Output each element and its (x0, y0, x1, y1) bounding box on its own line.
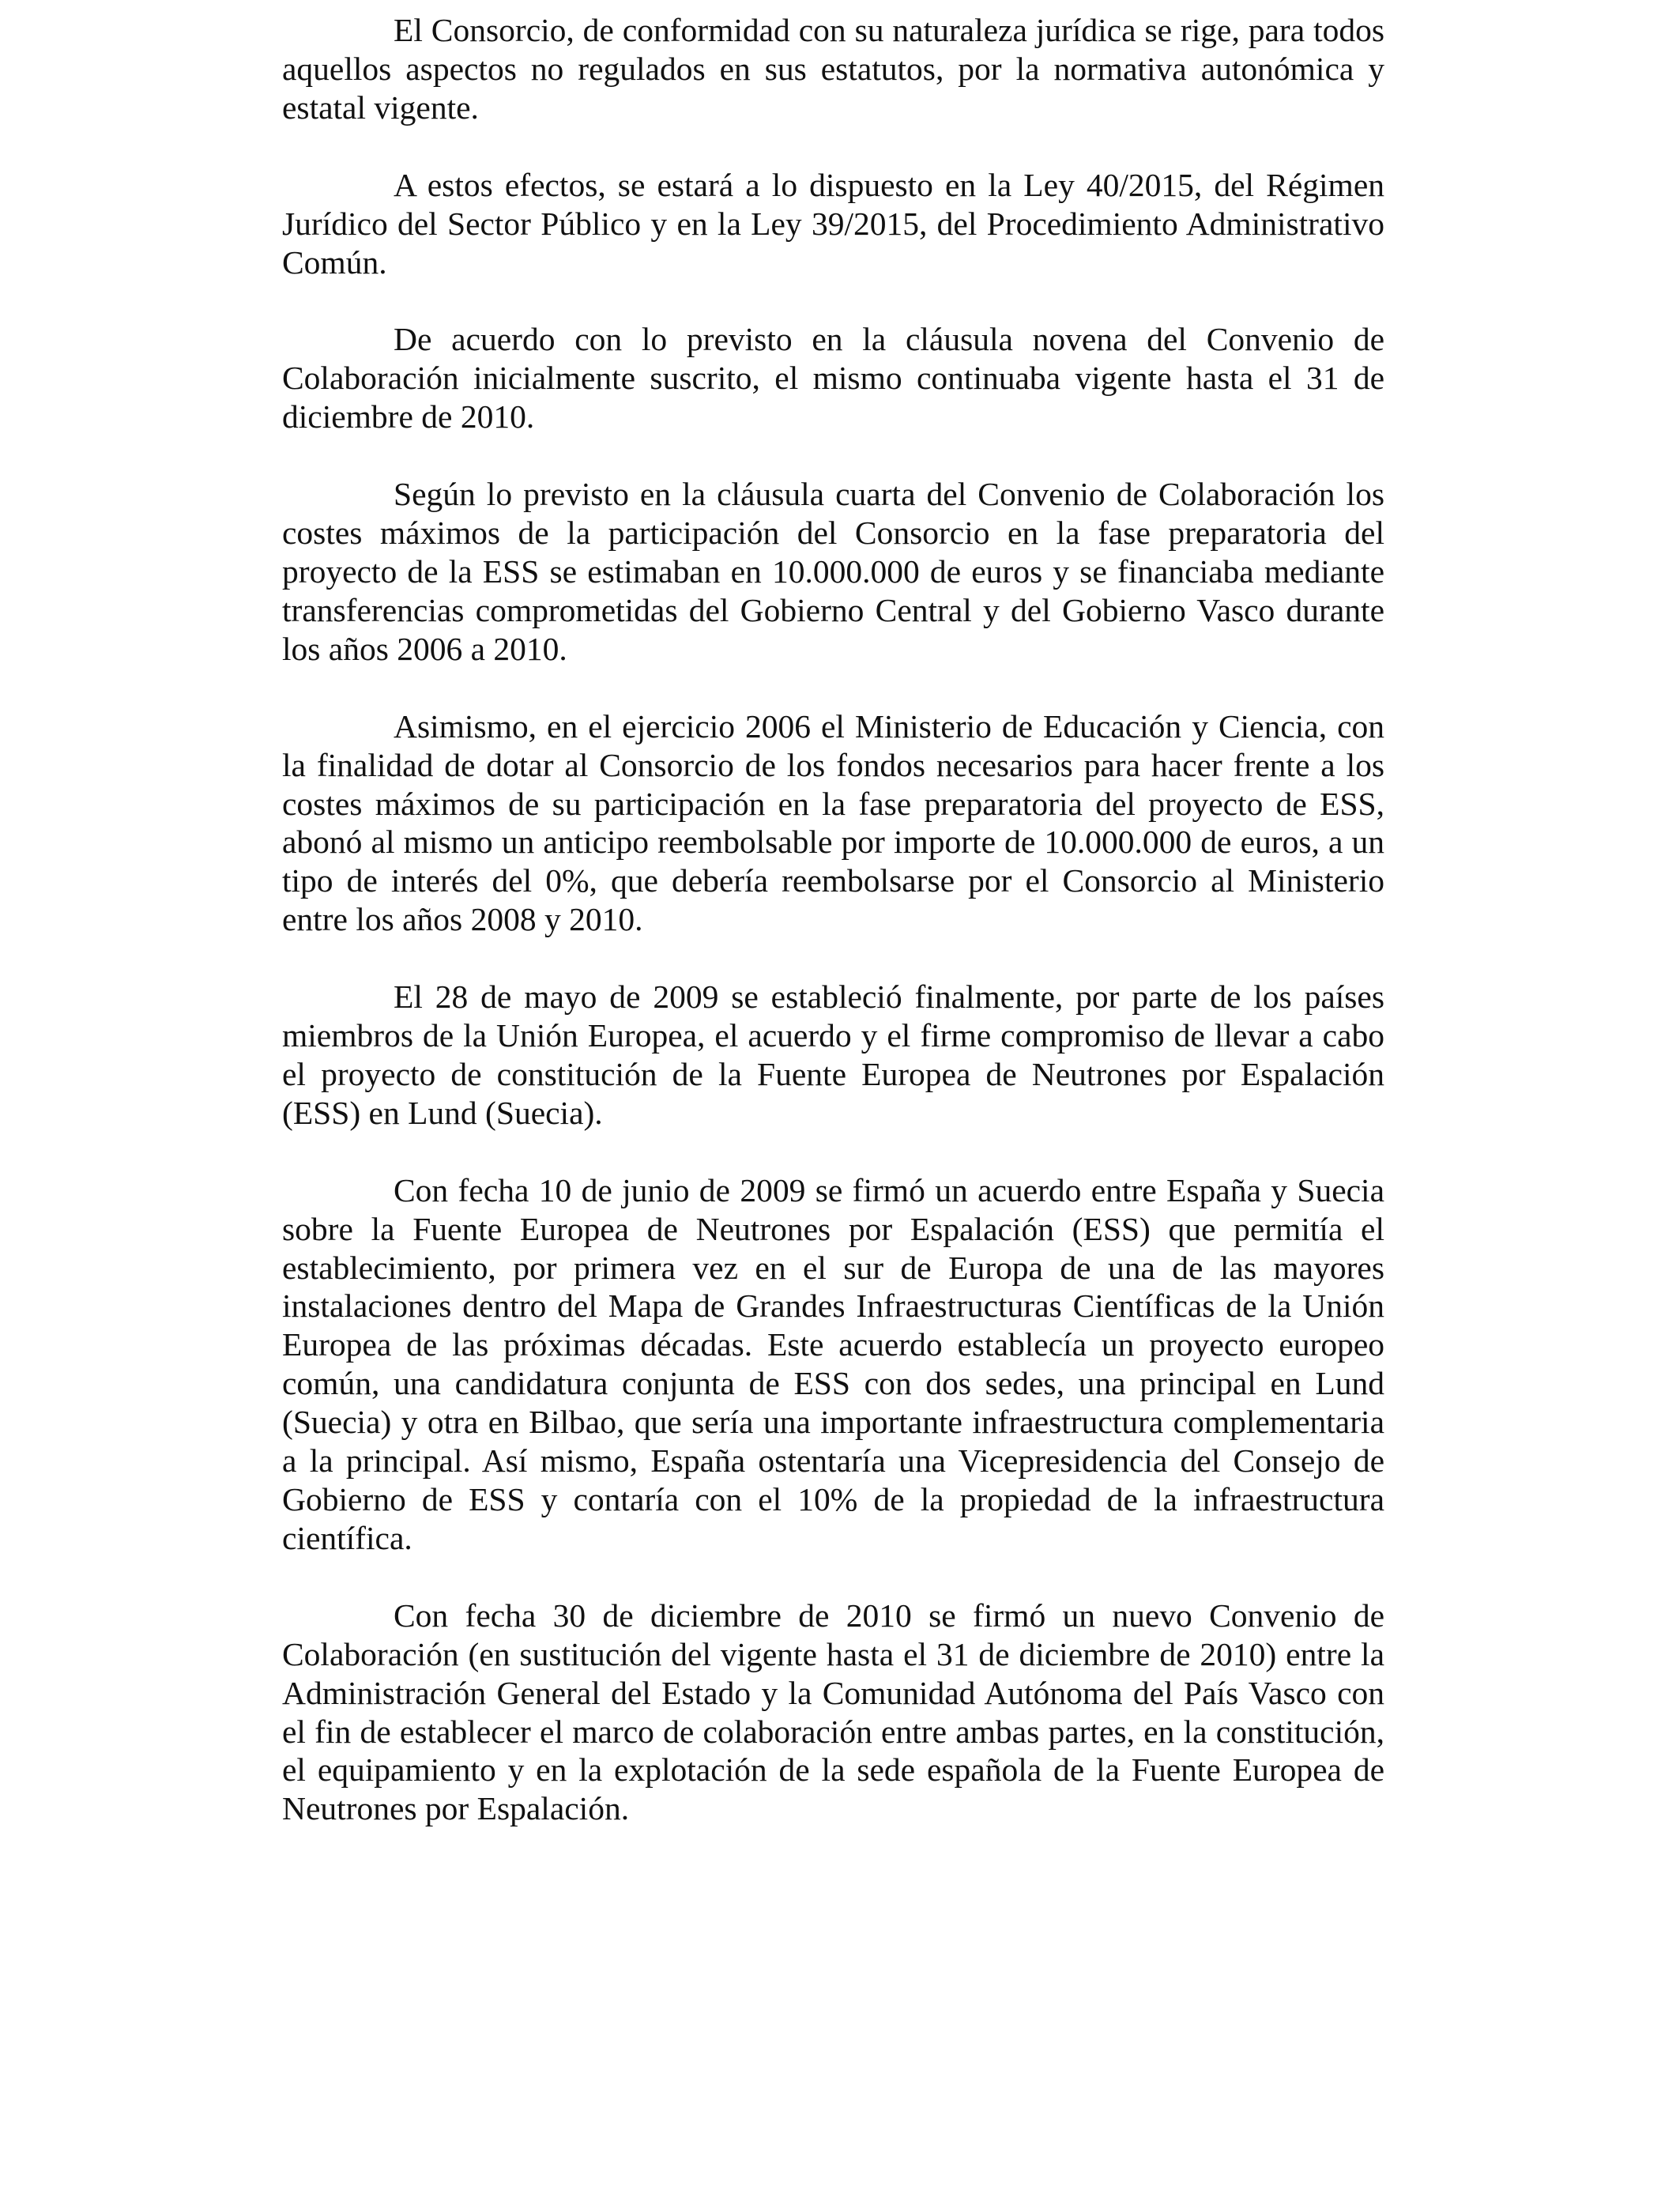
paragraph-7: Con fecha 10 de junio de 2009 se firmó un acuerdo entre España y Suecia sobre la Fuente Europea de Neutrones por Espalación (ESS) que permitía el establecimiento, por primera vez en el sur de Europa de una de las mayores instalaciones dentro del Mapa de Grandes Infraestructuras Científicas de la Unión Europea de las próximas décadas. Este acuerdo establecía un proyecto europeo común, una candidatura conjunta de ESS con dos sedes, una principal en Lund (Suecia) y otra en Bilbao, que sería una importante infraestructura complementaria a la principal. Así mismo, España ostentaría una Vicepresidencia del Consejo de Gobierno de ESS y contaría con el 10% de la propiedad de la infraestructura científica. (282, 1171, 1384, 1556)
paragraph-6: El 28 de mayo de 2009 se estableció finalmente, por parte de los países miembros de la Unión Europea, el acuerdo y el firme compromiso de llevar a cabo el proyecto de constitución de la Fuente Europea de Neutrones por Espalación (ESS) en Lund (Suecia). (282, 978, 1384, 1131)
paragraph-1: El Consorcio, de conformidad con su naturaleza jurídica se rige, para todos aquellos aspectos no regulados en sus estatutos, por la normativa autonómica y estatal vigente. (282, 12, 1384, 126)
document-body (282, 11, 1384, 1867)
paragraph-5: Asimismo, en el ejercicio 2006 el Ministerio de Educación y Ciencia, con la finalidad de dotar al Consorcio de los fondos necesarios para hacer frente a los costes máximos de su participación en la fase preparatoria del proyecto de ESS, abonó al mismo un anticipo reembolsable por importe de 10.000.000 de euros, a un tipo de interés del 0%, que debería reembolsarse por el Consorcio al Ministerio entre los años 2008 y 2010. (282, 707, 1384, 938)
paragraph-3: De acuerdo con lo previsto en la cláusula novena del Convenio de Colaboración inicialmente suscrito, el mismo continuaba vigente hasta el 31 de diciembre de 2010. (282, 321, 1384, 435)
paragraph-4: Según lo previsto en la cláusula cuarta del Convenio de Colaboración los costes máximos de la participación del Consorcio en la fase preparatoria del proyecto de la ESS se estimaban en 10.000.000 de euros y se financiaba mediante transferencias comprometidas del Gobierno Central y del Gobierno Vasco durante los años 2006 a 2010. (282, 476, 1384, 667)
paragraph-8: Con fecha 30 de diciembre de 2010 se firmó un nuevo Convenio de Colaboración (en sustitución del vigente hasta el 31 de diciembre de 2010) entre la Administración General del Estado y la Comunidad Autónoma del País Vasco con el fin de establecer el marco de colaboración entre ambas partes, en la constitución, el equipamiento y en la explotación de la sede española de la Fuente Europea de Neutrones por Espalación. (282, 1596, 1384, 1827)
paragraph-2: A estos efectos, se estará a lo dispuesto en la Ley 40/2015, del Régimen Jurídico del Sector Público y en la Ley 39/2015, del Procedimiento Administrativo Común. (282, 166, 1384, 281)
